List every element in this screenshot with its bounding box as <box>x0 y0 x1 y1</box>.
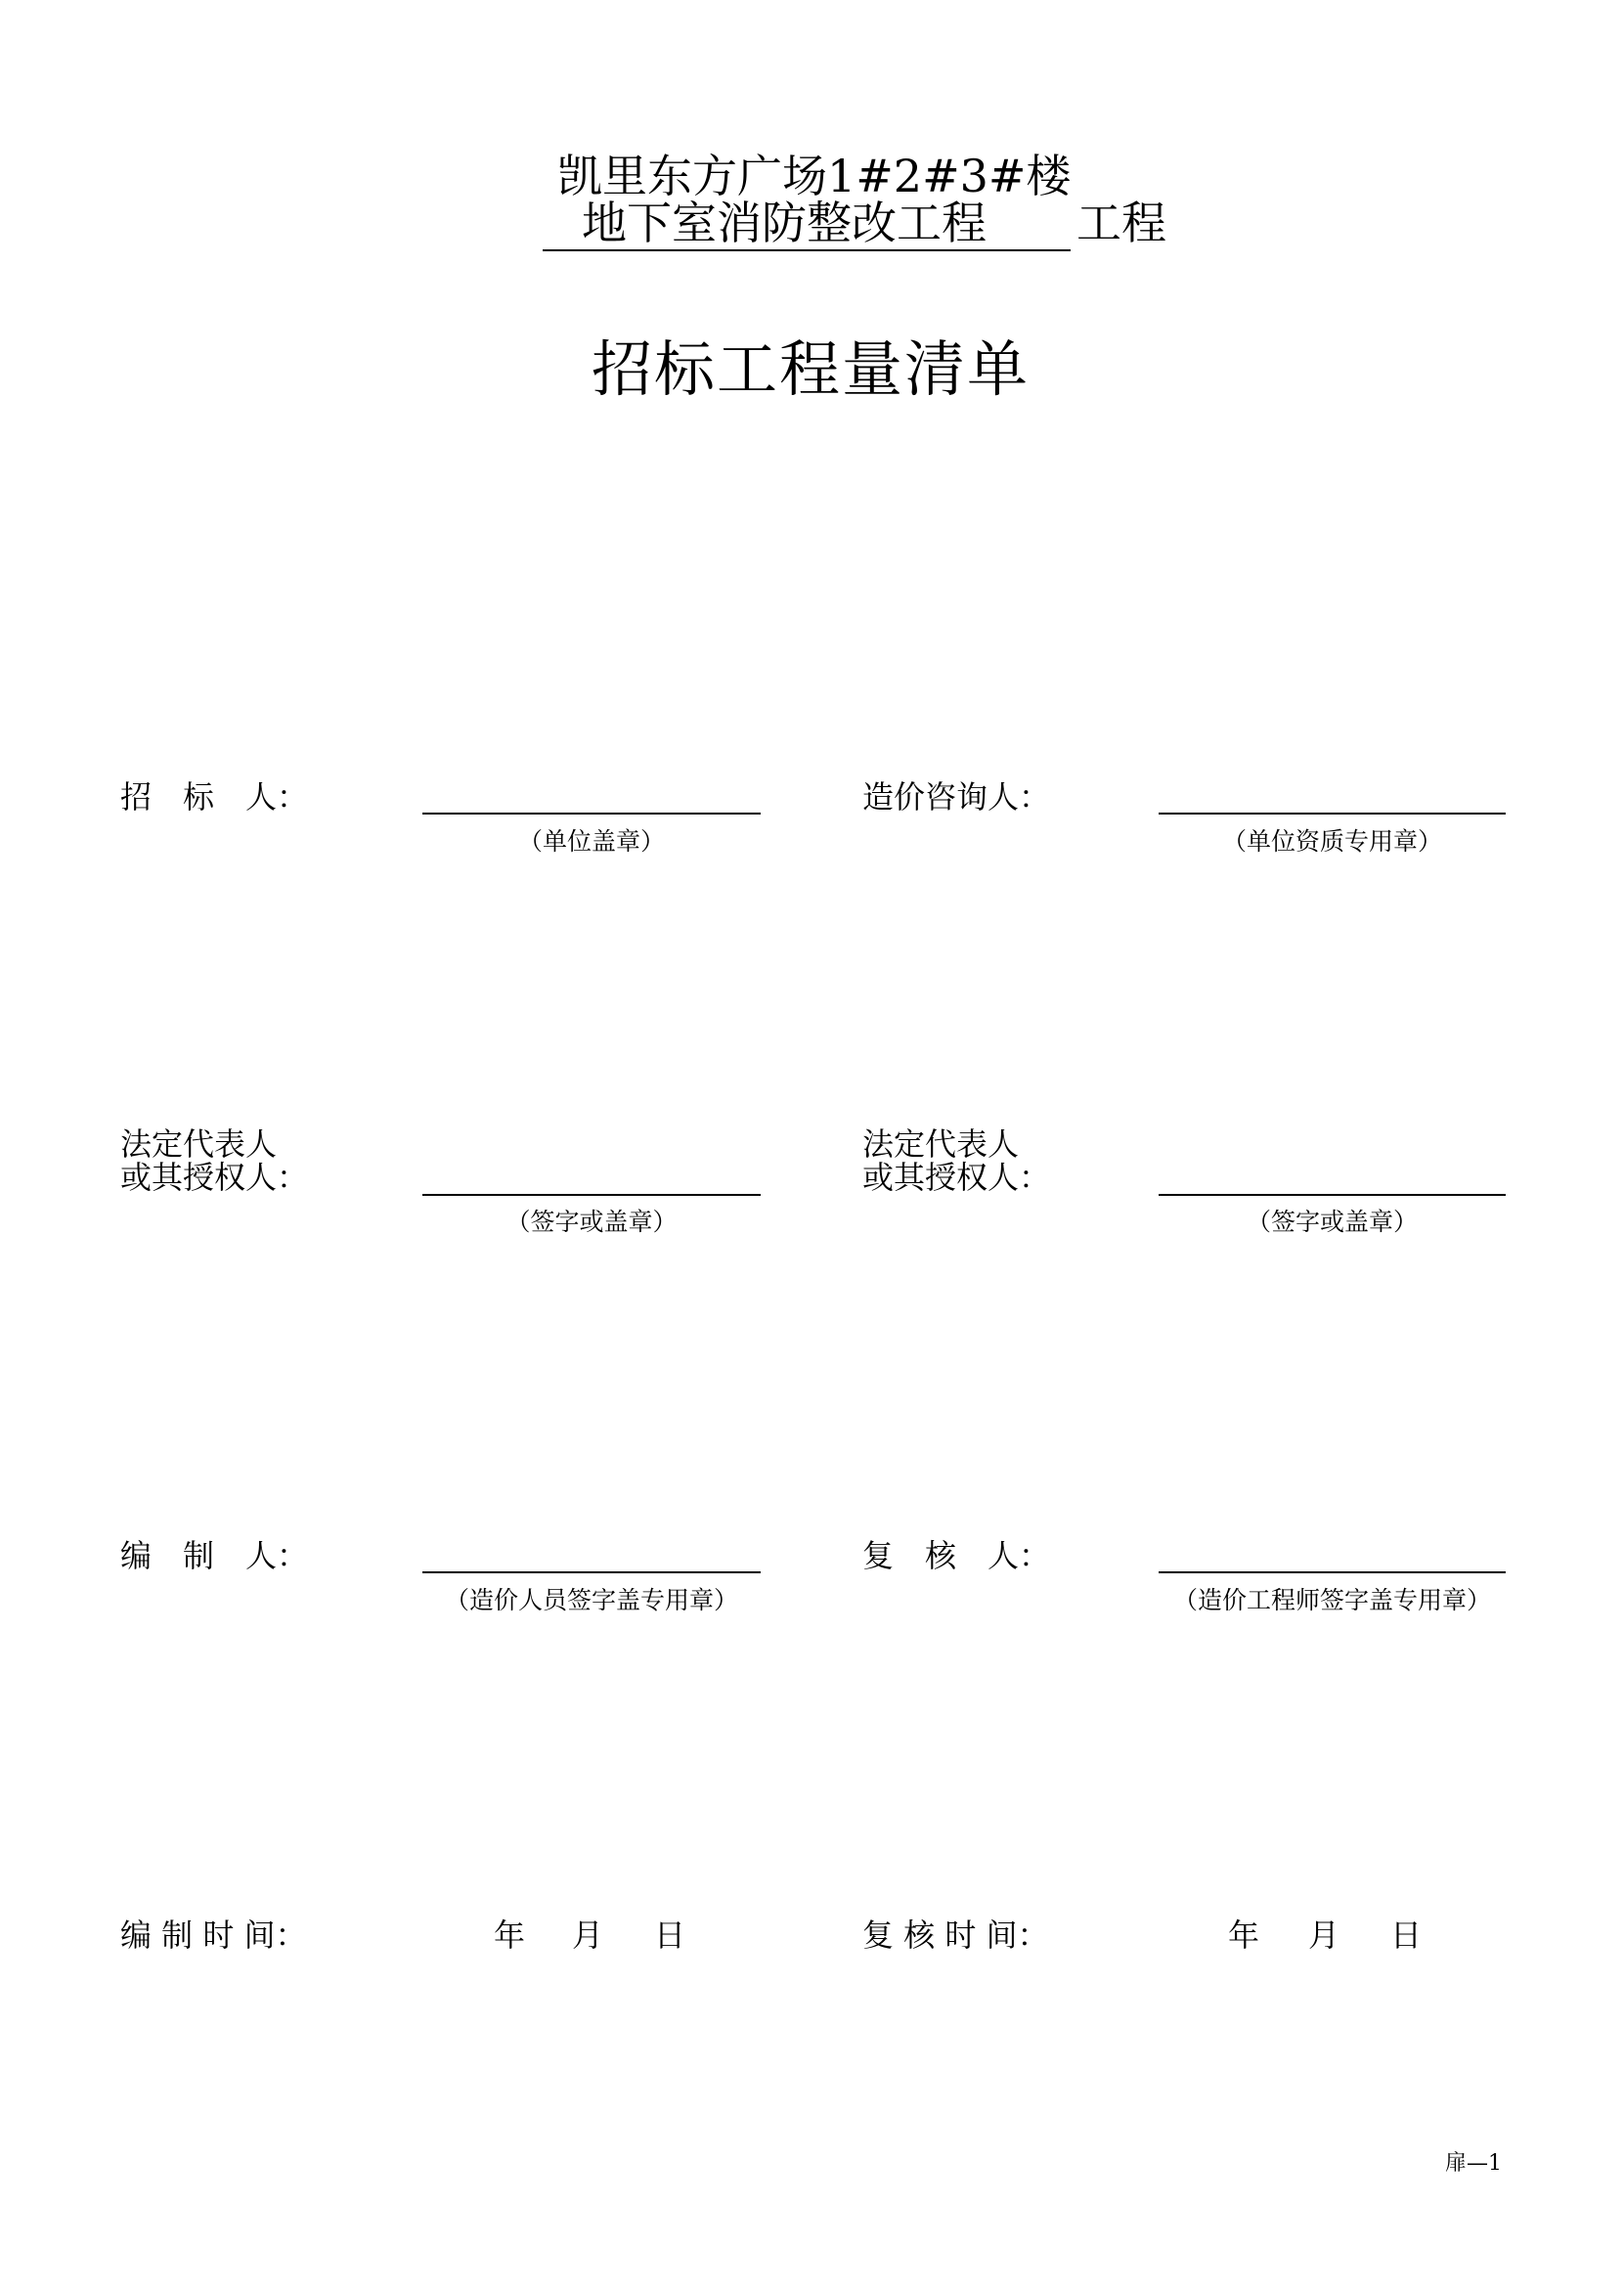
project-suffix: 工程 <box>1076 197 1166 249</box>
page-number: 扉—1 <box>1445 2151 1502 2176</box>
tenderer-rep-label <box>120 1127 308 1194</box>
consultant-rep-signature-line <box>1159 1194 1506 1196</box>
consultant-rep-label <box>862 1127 1050 1194</box>
compile-date <box>494 1917 685 1954</box>
compiler-signature-line <box>422 1571 761 1573</box>
tenderer-rep-label-line1: 法定代表人 <box>120 1125 278 1163</box>
compiler-caption: （造价人员签字盖专用章） <box>444 1586 738 1614</box>
consultant-caption: （单位资质专用章） <box>1221 827 1442 856</box>
consultant-rep-caption: （签字或盖章） <box>1246 1208 1418 1236</box>
tenderer-rep-label-line2: 或其授权人： <box>120 1159 309 1196</box>
reviewer-caption: （造价工程师签字盖专用章） <box>1172 1586 1491 1614</box>
review-date <box>1228 1917 1422 1954</box>
compile-date-label: 编 制 时 间： <box>120 1917 307 1954</box>
consultant-rep-label-line1: 法定代表人 <box>862 1125 1020 1163</box>
reviewer-signature-line <box>1159 1571 1506 1573</box>
consultant-signature-line <box>1159 813 1506 815</box>
tenderer-caption: （单位盖章） <box>517 827 665 856</box>
compiler-label: 编 制 人： <box>120 1537 309 1574</box>
tenderer-rep-signature-line <box>422 1194 761 1196</box>
project-title-line2 <box>543 196 1166 251</box>
tenderer-signature-line <box>422 813 761 815</box>
review-date-month: 月 <box>1308 1917 1340 1954</box>
compile-date-month: 月 <box>572 1917 604 1954</box>
project-title-line1: 凯里东方广场1#2#3#楼 <box>557 150 1072 202</box>
reviewer-label: 复 核 人： <box>862 1537 1051 1574</box>
consultant-rep-label-line2: 或其授权人： <box>862 1159 1051 1196</box>
tenderer-label: 招 标 人： <box>120 778 309 815</box>
review-date-label: 复 核 时 间： <box>862 1917 1049 1954</box>
review-date-year: 年 <box>1228 1917 1260 1954</box>
compile-date-year: 年 <box>494 1917 526 1954</box>
review-date-day: 日 <box>1390 1917 1423 1954</box>
document-title: 招标工程量清单 <box>592 333 1031 405</box>
tenderer-rep-caption: （签字或盖章） <box>505 1208 678 1236</box>
compile-date-day: 日 <box>654 1917 686 1954</box>
project-name: 地下室消防整改工程 <box>543 197 1071 251</box>
consultant-label: 造价咨询人： <box>862 778 1051 815</box>
